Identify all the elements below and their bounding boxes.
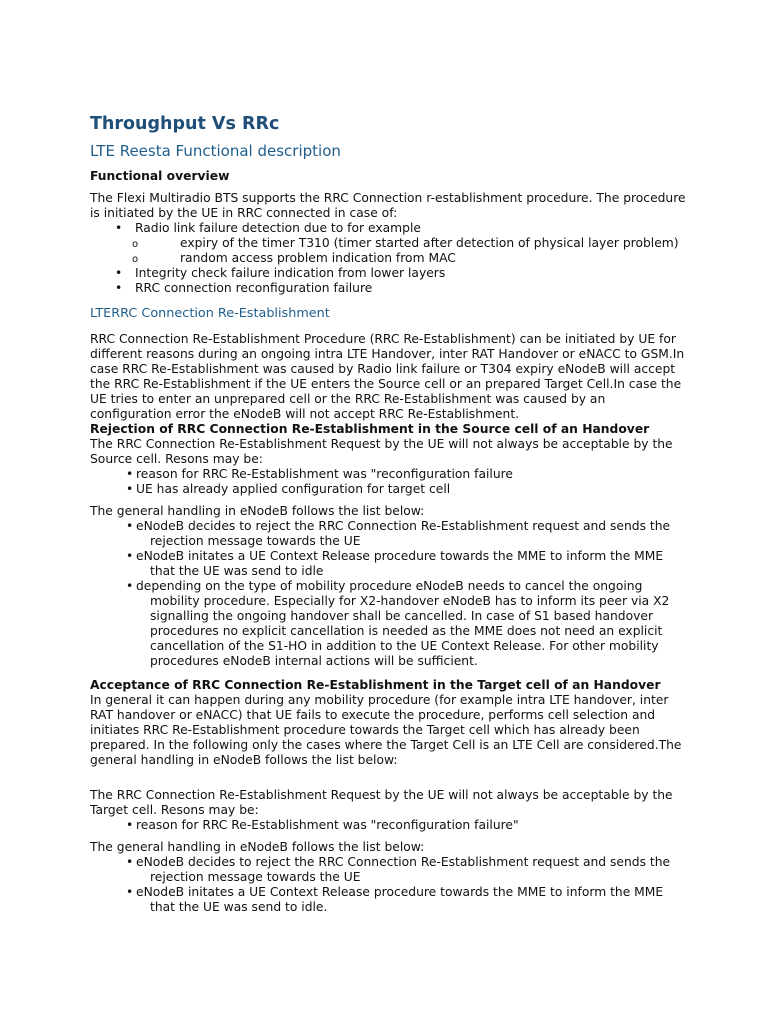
- list-item: o expiry of the timer T310 (timer started after detection of physical layer problem): [132, 236, 679, 250]
- bullet-icon: •: [126, 467, 134, 481]
- circle-bullet-icon: o: [132, 254, 139, 265]
- overview-heading: Functional overview: [90, 169, 230, 183]
- overview-intro: The Flexi Multiradio BTS supports the RRC Connection r-establishment procedure. The procedure is initiated by the UE in RRC connected in case of:: [90, 191, 686, 220]
- list-item: • eNodeB initates a UE Context Release procedure towards the MME to inform the MME that the UE was send to idle: [126, 549, 664, 578]
- list-item: o random access problem indication from MAC: [132, 251, 456, 265]
- bullet-icon: •: [126, 482, 134, 496]
- acceptance-paragraph: In general it can happen during any mobility procedure (for example intra LTE handover, inter RAT handover or eNACC) that UE fails to execute the procedure, performs cell selection and initiates RRC Re-Establishment procedure towards the Target cell which has already been prepared. In the following only the cases where the Target Cell is an LTE Cell are considered.The general handling in eNodeB follows the list below:: [90, 693, 682, 767]
- bullet-icon: •: [126, 855, 134, 869]
- list-item: • eNodeB initates a UE Context Release procedure towards the MME to inform the MME that the UE was send to idle.: [126, 885, 664, 914]
- section-heading: LTERRC Connection Re-Establishment: [90, 306, 330, 321]
- rejection-intro: The RRC Connection Re-Establishment Request by the UE will not always be acceptable by the Source cell. Resons may be:: [90, 437, 673, 466]
- acceptance-heading: Acceptance of RRC Connection Re-Establishment in the Target cell of an Handover: [90, 678, 661, 692]
- list-item: • RRC connection reconfiguration failure: [115, 281, 373, 295]
- rejection-reasons: [90, 467, 690, 497]
- list-item: • depending on the type of mobility procedure eNodeB needs to cancel the ongoing mobility procedure. Especially for X2-handover eNodeB has to inform its peer via X2 signalling the ongoing handover shall be cancelled. In case of S1 based handover procedures no explicit cancellation is needed as the MME does not need an explicit cancellation of the S1-HO in addition to the UE Context Release. For other mobility procedures eNodeB internal actions will be sufficient.: [126, 579, 670, 668]
- list-item: • reason for RRC Re-Establishment was "reconfiguration failure": [126, 818, 519, 832]
- list-item: • reason for RRC Re-Establishment was "reconfiguration failure: [126, 467, 513, 481]
- acceptance-reasons: [90, 818, 690, 833]
- overview-list: [90, 221, 690, 296]
- acceptance-handling-intro: The general handling in eNodeB follows the list below:: [90, 840, 425, 854]
- bullet-icon: •: [126, 885, 134, 899]
- bullet-icon: •: [115, 281, 123, 295]
- bullet-icon: •: [115, 266, 123, 280]
- document-page: [90, 112, 690, 915]
- list-item: • Integrity check failure indication from lower layers: [115, 266, 446, 280]
- list-item: • eNodeB decides to reject the RRC Connection Re-Establishment request and sends the rejection message towards the UE: [126, 855, 671, 884]
- rejection-heading: Rejection of RRC Connection Re-Establishment in the Source cell of an Handover: [90, 422, 650, 436]
- bullet-icon: •: [115, 221, 123, 235]
- list-item: • UE has already applied configuration for target cell: [126, 482, 451, 496]
- list-item: • Radio link failure detection due to for example: [115, 221, 421, 235]
- acceptance-intro: The RRC Connection Re-Establishment Request by the UE will not always be acceptable by the Target cell. Resons may be:: [90, 788, 673, 817]
- acceptance-handling: [90, 855, 690, 915]
- section-paragraph: RRC Connection Re-Establishment Procedure (RRC Re-Establishment) can be initiated by UE for different reasons during an ongoing intra LTE Handover, inter RAT Handover or eNACC to GSM.In case RRC Re-Establishment was caused by Radio link failure or T304 expiry eNodeB will accept the RRC Re-Establishment if the UE enters the Source cell or an prepared Target Cell.In case the UE tries to enter an unprepared cell or the RRC Re-Establishment was caused by an configuration error the eNodeB will not accept RRC Re-Establishment.: [90, 332, 685, 421]
- list-item: • eNodeB decides to reject the RRC Connection Re-Establishment request and sends the rejection message towards the UE: [126, 519, 671, 548]
- circle-bullet-icon: o: [132, 239, 139, 250]
- bullet-icon: •: [126, 549, 134, 563]
- bullet-icon: •: [126, 818, 134, 832]
- page-title: Throughput Vs RRc: [90, 114, 280, 134]
- bullet-icon: •: [126, 519, 134, 533]
- bullet-icon: •: [126, 579, 134, 593]
- rejection-handling: [90, 519, 690, 669]
- page-subtitle: LTE Reesta Functional description: [90, 142, 341, 160]
- rejection-handling-intro: The general handling in eNodeB follows the list below:: [90, 504, 425, 518]
